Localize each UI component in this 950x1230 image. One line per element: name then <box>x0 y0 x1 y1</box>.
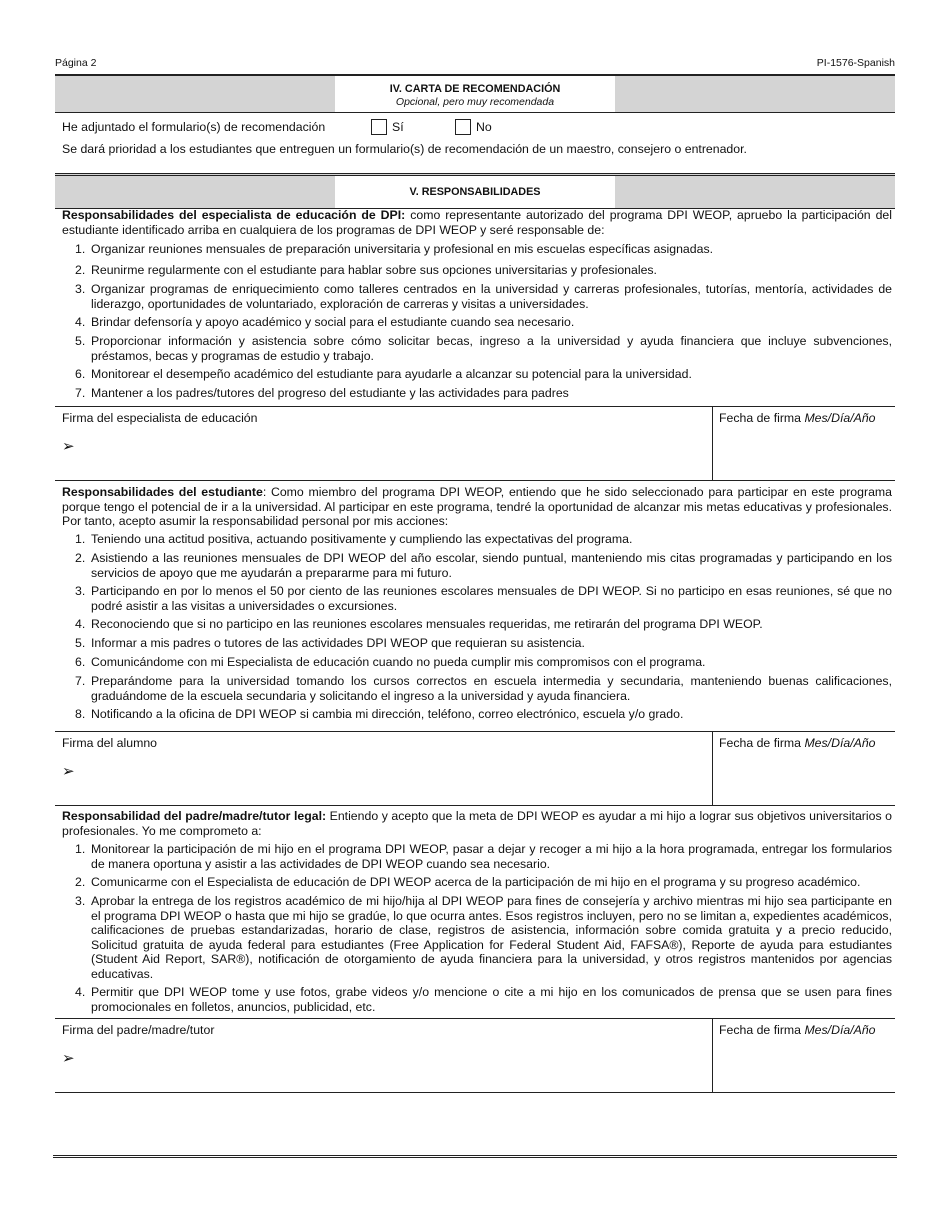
specialist-signature-box[interactable] <box>55 406 895 481</box>
page-header <box>55 57 895 69</box>
no-label: No <box>476 120 492 134</box>
list-item: 4. Reconociendo que si no participo en las reuniones escolares mensuales requeridas, me retirarán del programa DPI WEOP. <box>75 617 763 631</box>
list-item: 3. Organizar programas de enriquecimiento como talleres centrados en la universidad y carreras profesionales, tutorías, mentoría, actividades de liderazgo, oportunidades de voluntariado, exploración de carreras y visitas a universidades. <box>75 282 892 311</box>
signature-arrow-icon: ➢ <box>62 763 75 780</box>
page-number: Página 2 <box>55 57 97 69</box>
recommendation-question: He adjuntado el formulario(s) de recomendación <box>62 120 326 134</box>
list-item: 7. Preparándome para la universidad tomando los cursos correctos en escuela intermedia y secundaria, manteniendo buenas calificaciones, graduándome de la escuela secundaria y solicitando el ingreso a la universidad y ayuda financiera. <box>75 674 892 703</box>
specialist-signature-label: Firma del especialista de educación <box>62 411 258 425</box>
parent-date-field[interactable]: Fecha de firma Mes/Día/Año <box>719 1023 876 1037</box>
list-item: 3. Aprobar la entrega de los registros académico de mi hijo/hija al DPI WEOP para fines de consejería y archivo mientras mi hijo sea participante en el programa DPI WEOP o hasta que mi hijo se gradúe, lo que ocurra antes. Esos registros incluyen, pero no se limitan a, expedientes académicos, calificaciones de pruebas estandarizadas, horario de clase, registros de asistencia, información sobre comida gratuita y a precio reducido, Solicitud gratuita de ayuda federal para estudiantes (Free Application for Federal Student Aid, FAFSA®), Reporte de ayuda para estudiantes (Student Aid Report, SAR®), notificación de otorgamiento de ayuda financiera para la universidad, y otros registros mantenidos por agencias educativas. <box>75 894 892 981</box>
list-item: 2. Asistiendo a las reuniones mensuales de DPI WEOP del año escolar, siendo puntual, manteniendo mis citas programadas y participando en los servicios de apoyo que me ayudarán a prepararme para mi futuro. <box>75 551 892 580</box>
section-v-banner <box>55 173 895 209</box>
section-v-title: V. RESPONSABILIDADES <box>409 186 541 198</box>
specialist-intro: Responsabilidades del especialista de educación de DPI: como representante autorizado del programa DPI WEOP, apruebo la participación del estudiante identificado arriba en cualquiera de los programas de DPI WEOP y seré responsable de: <box>62 208 892 237</box>
yes-label: Sí <box>392 120 404 134</box>
no-checkbox[interactable] <box>455 119 471 135</box>
list-item: 4. Brindar defensoría y apoyo académico y social para el estudiante cuando sea necesario. <box>75 315 575 329</box>
list-item: 6. Monitorear el desempeño académico del estudiante para ayudarle a alcanzar su potencial para la universidad. <box>75 367 692 381</box>
list-item: 2. Reunirme regularmente con el estudiante para hablar sobre sus opciones universitarias y profesionales. <box>75 263 657 277</box>
student-date-field[interactable]: Fecha de firma Mes/Día/Año <box>719 736 876 750</box>
parent-intro: Responsabilidad del padre/madre/tutor legal: Entiendo y acepto que la meta de DPI WEOP es ayudar a mi hijo a lograr sus objetivos universitarios o profesionales. Yo me comprometo a: <box>62 809 892 838</box>
footer-rule <box>53 1155 897 1158</box>
priority-note: Se dará prioridad a los estudiantes que entreguen un formulario(s) de recomendación de un maestro, consejero o entrenador. <box>62 142 747 156</box>
section-iv-subtitle: Opcional, pero muy recomendada <box>395 96 555 108</box>
section-iv-banner <box>55 74 895 113</box>
parent-heading: Responsabilidad del padre/madre/tutor legal: <box>62 809 327 823</box>
form-code: PI-1576-Spanish <box>816 57 895 69</box>
specialist-date-field[interactable]: Fecha de firma Mes/Día/Año <box>719 411 876 425</box>
list-item: 3. Participando en por lo menos el 50 por ciento de las reuniones escolares mensuales de DPI WEOP. Si no participo en esas reuniones, sé que no podré asistir a las visitas a universidades o excursiones. <box>75 584 892 613</box>
list-item: 1. Organizar reuniones mensuales de preparación universitaria y profesional en mis escuelas específicas asignadas. <box>75 242 714 256</box>
list-item: 7. Mantener a los padres/tutores del progreso del estudiante y las actividades para padres <box>75 386 569 400</box>
section-iv-title: IV. CARTA DE RECOMENDACIÓN <box>389 83 561 95</box>
parent-signature-box[interactable] <box>55 1018 895 1093</box>
list-item: 6. Comunicándome con mi Especialista de educación cuando no pueda cumplir mis compromisos con el programa. <box>75 655 706 669</box>
parent-signature-label: Firma del padre/madre/tutor <box>62 1023 215 1037</box>
student-heading: Responsabilidades del estudiante <box>62 485 263 499</box>
specialist-heading: Responsabilidades del especialista de educación de DPI: <box>62 208 406 222</box>
list-item: 1. Teniendo una actitud positiva, actuando positivamente y cumpliendo las expectativas del programa. <box>75 532 633 546</box>
student-signature-box[interactable] <box>55 731 895 806</box>
list-item: 5. Informar a mis padres o tutores de las actividades DPI WEOP que requieran su asistencia. <box>75 636 585 650</box>
signature-arrow-icon: ➢ <box>62 1050 75 1067</box>
student-intro: Responsabilidades del estudiante: Como miembro del programa DPI WEOP, entiendo que he sido seleccionado para participar en este programa porque tengo el potencial de ir a la universidad. Al participar en este programa, tendré la oportunidad de alcanzar mis metas educativas y profesionales. Por tanto, acepto asumir la responsabilidad personal por mis acciones: <box>62 485 893 528</box>
list-item: 2. Comunicarme con el Especialista de educación de DPI WEOP acerca de la participación de mi hijo en el programa y su progreso académico. <box>75 875 861 889</box>
yes-checkbox[interactable] <box>371 119 387 135</box>
student-signature-label: Firma del alumno <box>62 736 157 750</box>
list-item: 8. Notificando a la oficina de DPI WEOP si cambia mi dirección, teléfono, correo electrónico, escuela y/o grado. <box>75 707 684 721</box>
list-item: 4. Permitir que DPI WEOP tome y use fotos, grabe videos y/o mencione o cite a mi hijo en los comunicados de prensa que se usen para fines promocionales en folletos, anuncios, publicidad, etc. <box>75 985 892 1014</box>
list-item: 1. Monitorear la participación de mi hijo en el programa DPI WEOP, pasar a dejar y recoger a mi hijo a la hora programada, entregar los formularios de manera oportuna y asistir a las actividades de DPI WEOP cuando sea necesario. <box>75 842 892 871</box>
recommendation-question-row <box>62 120 892 134</box>
signature-arrow-icon: ➢ <box>62 438 75 455</box>
list-item: 5. Proporcionar información y asistencia sobre cómo solicitar becas, ingreso a la universidad y ayuda financiera que incluye subvenciones, préstamos, becas y programas de estudio y trabajo. <box>75 334 892 363</box>
